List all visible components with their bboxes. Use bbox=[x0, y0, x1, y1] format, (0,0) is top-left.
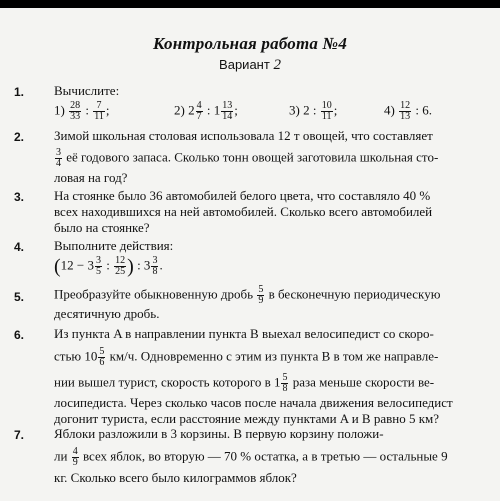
problem-text-line: Яблоки разложили в 3 корзины. В первую корзину положи- bbox=[54, 426, 384, 441]
variant-label bbox=[0, 57, 500, 74]
problem-text-line: кг. Сколько всего было килограммов яблок? bbox=[54, 470, 297, 485]
problem-text: Вычислите: bbox=[54, 83, 120, 98]
variant-number: 2 bbox=[273, 57, 281, 73]
problem-text-line: десятичную дробь. bbox=[54, 306, 160, 321]
problem-number: 7. bbox=[14, 428, 25, 442]
problem-number: 1. bbox=[14, 85, 25, 99]
problem-text-line: нии вышел турист, скорость которого в 1 $\frac{5}{8}$ раза меньше скорости ве- bbox=[54, 372, 435, 394]
problem-text-line: лосипедиста. Через сколько часов после начала движения велосипедист bbox=[54, 395, 453, 410]
problem-text-line: всех находившихся на ней автомобилей. Сколько всего автомобилей bbox=[54, 204, 433, 219]
problem-text-line: ловая на год? bbox=[54, 170, 128, 185]
expression: (12 − 3 $\frac{3}{5}$ : $\frac{12}{25}$ ) : 3 $\frac{3}{8}$ . bbox=[54, 255, 163, 278]
problem-number: 2. bbox=[14, 130, 25, 144]
problem-number: 6. bbox=[14, 328, 25, 342]
variant-word: Вариант bbox=[219, 57, 270, 72]
problem-text-line: стью 10 $\frac{5}{6}$ км/ч. Одновременно с этим из пункта B в том же направле- bbox=[54, 346, 439, 368]
expression-3: 3) 2 : $\frac{10}{11}$ ; bbox=[289, 100, 338, 122]
problem-text-line: На стоянке было 36 автомобилей белого цвета, что составляло 40 % bbox=[54, 188, 431, 203]
expression-4: 4) $\frac{12}{13}$ : 6. bbox=[384, 100, 432, 122]
problem-number: 5. bbox=[14, 290, 25, 304]
problem-number: 3. bbox=[14, 190, 25, 204]
problem-text-line: $\frac{3}{4}$ её годового запаса. Сколько тонн овощей заготовила школьная сто- bbox=[56, 147, 439, 169]
problem-text-line: ли $\frac{4}{9}$ всех яблок, во вторую — 70 % остатка, а в третью — остальные 9 bbox=[54, 446, 448, 468]
problem-text-line: Выполните действия: bbox=[54, 238, 174, 253]
page-title: Контрольная работа №4 bbox=[152, 34, 348, 53]
problem-text-line: Преобразуйте обыкновенную дробь $\frac{5}{9}$ в бесконечную периодическую bbox=[54, 284, 441, 306]
problem-text-line: было на стоянке? bbox=[54, 220, 150, 235]
problem-text-line: Из пункта A в направлении пункта B выехал велосипедист со скоро- bbox=[54, 326, 434, 341]
worksheet-page bbox=[0, 8, 500, 501]
problem-number: 4. bbox=[14, 240, 25, 254]
expression-1: 1) $\frac{28}{33}$ : $\frac{7}{11}$ ; bbox=[54, 100, 110, 122]
problem-text-line: Зимой школьная столовая использовала 12 т овощей, что составляет bbox=[54, 128, 433, 143]
problem-text-line: догонит туриста, если расстояние между пунктами A и B равно 5 км? bbox=[54, 411, 440, 426]
expression-2: 2) 2 $\frac{4}{7}$ : 1 $\frac{13}{14}$ ; bbox=[174, 100, 238, 122]
